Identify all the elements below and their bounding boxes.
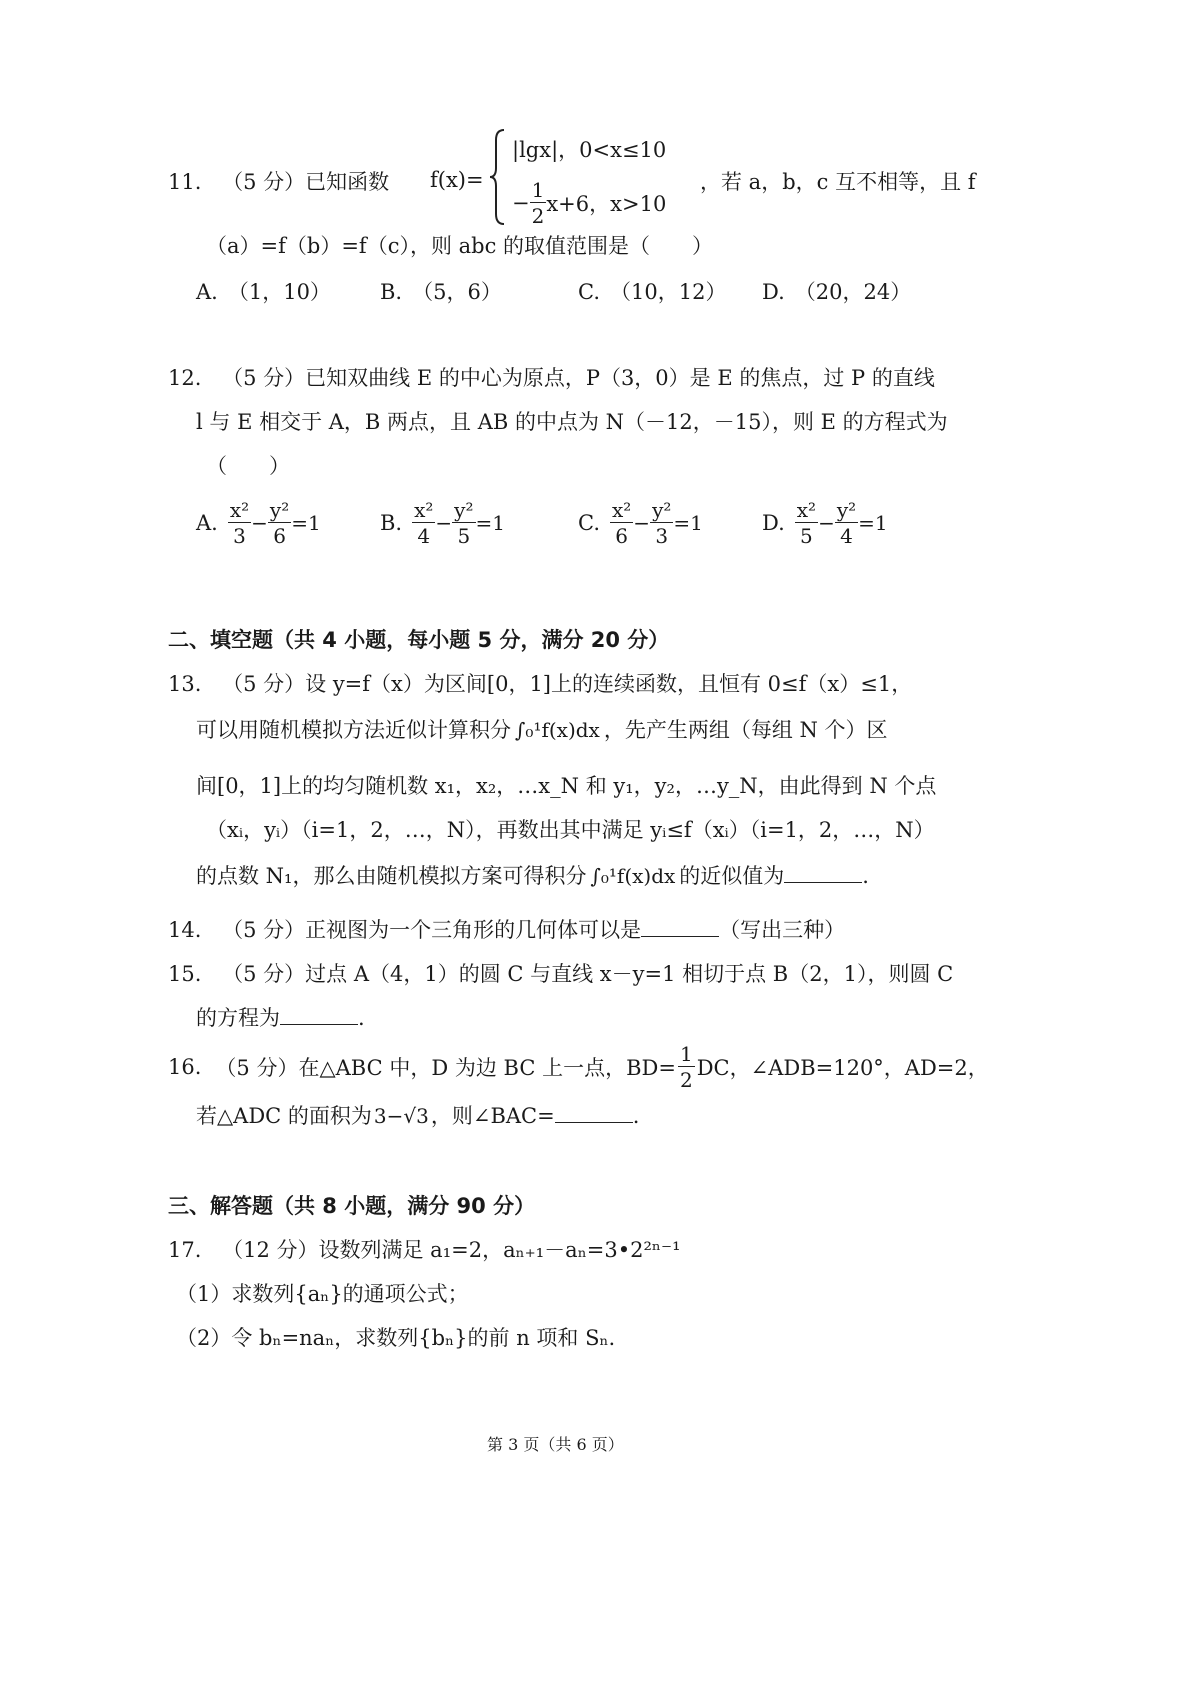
q13-line2-a: 可以用随机模拟方法近似计算积分: [196, 718, 511, 742]
q12-option-d-equation: $\frac{\text{x²}}{5}$ − $\frac{\text{y²}}{4}$ =1: [796, 498, 888, 548]
q13-score: （5 分）: [222, 672, 306, 696]
q13-line5-b: 的近似值为: [679, 864, 785, 888]
q13-line1: [168, 668, 912, 698]
q16-frac-num: 1: [679, 1042, 693, 1066]
q12-option-c-yfrac: [650, 500, 673, 546]
q11-case2-den: 2: [531, 204, 545, 228]
q12-option-b-xnum: x²: [414, 498, 434, 522]
q15-answer-blank[interactable]: [280, 1004, 358, 1025]
q15-score: （5 分）: [222, 962, 306, 986]
q11-case2: [512, 180, 666, 226]
q17-line1: [168, 1234, 681, 1264]
q13-integral-1: ∫₀¹f(x)dx: [515, 718, 600, 742]
q11-number: 11.: [168, 170, 202, 194]
q15-line2-end: .: [358, 1006, 365, 1030]
q12-option-a-letter: A.: [196, 511, 218, 535]
q11-option-a: [196, 276, 331, 306]
q15-line2-a: 的方程为: [196, 1006, 280, 1030]
q13-answer-blank[interactable]: [784, 862, 862, 883]
q15-line1-text: 过点 A（4，1）的圆 C 与直线 x－y=1 相切于点 B（2，1），则圆 C: [305, 962, 954, 986]
q15-number: 15.: [168, 962, 202, 986]
q12-option-d-ynum: y²: [836, 498, 857, 522]
q16-answer-blank[interactable]: [555, 1102, 633, 1123]
q11-option-c-text: （10，12）: [610, 280, 727, 304]
q13-line5-a: 的点数 N₁，那么由随机模拟方案可得积分: [196, 864, 587, 888]
q12-option-c-letter: C.: [578, 511, 600, 535]
q11-case2-minus: −: [512, 191, 530, 215]
page-footer: 第 3 页（共 6 页）: [487, 1435, 624, 1454]
q17-part2: （2）令 bₙ=naₙ，求数列{bₙ}的前 n 项和 Sₙ.: [176, 1326, 616, 1350]
q12-option-c-yden: 3: [655, 524, 669, 548]
q13-line5-end: .: [862, 864, 869, 888]
q12-option-d-yfrac: [835, 500, 858, 546]
q12-option-a-rhs: =1: [291, 511, 321, 535]
q13-line3: 间[0，1]上的均匀随机数 x₁，x₂，…x_N 和 y₁，y₂，…y_N，由此得到 N 个点: [196, 774, 937, 798]
q11-case2-num: 1: [531, 178, 545, 202]
q11-brace-icon: [488, 128, 508, 226]
q12-option-b-equation: $\frac{\text{x²}}{4}$ − $\frac{\text{y²}}{5}$ =1: [414, 498, 505, 548]
q15-line2: [196, 1002, 365, 1032]
q11-option-c-letter: C.: [578, 280, 600, 304]
q13-line5: [196, 860, 869, 890]
q12-option-d: [762, 500, 888, 546]
q13-line1-text: 设 y=f（x）为区间[0，1]上的连续函数，且恒有 0≤f（x）≤1，: [305, 672, 913, 696]
q12-score: （5 分）: [222, 366, 306, 390]
section3-title: 三、解答题（共 8 小题，满分 90 分）: [168, 1194, 536, 1218]
section2-title: 二、填空题（共 4 小题，每小题 5 分，满分 20 分）: [168, 628, 670, 652]
q11-option-b-text: （5，6）: [412, 280, 502, 304]
q11-option-b: [380, 276, 502, 306]
q12-option-d-xden: 5: [800, 524, 813, 548]
q13-number: 13.: [168, 672, 202, 696]
q11-option-b-letter: B.: [380, 280, 403, 304]
q13-line4: （xᵢ，yᵢ）（i=1，2，…，N），再数出其中满足 yᵢ≤f（xᵢ）（i=1，2，…，N）: [206, 818, 935, 842]
q16-line2-b: ，则∠BAC=: [430, 1104, 555, 1128]
q11-option-d-letter: D.: [762, 280, 785, 304]
q16-number: 16.: [168, 1055, 202, 1079]
q11-option-a-letter: A.: [196, 280, 218, 304]
q11-func-name: f(x)=: [430, 168, 484, 192]
q16-line2-end: .: [632, 1104, 640, 1128]
q12-option-a-xden: 3: [233, 524, 246, 548]
q12-option-d-letter: D.: [762, 511, 785, 535]
q12-option-d-xnum: x²: [796, 498, 817, 522]
q12-option-d-xfrac: [795, 500, 818, 546]
q12-option-b-ynum: y²: [454, 498, 474, 522]
q16-area: 3−√3: [373, 1104, 429, 1128]
q12-number: 12.: [168, 366, 202, 390]
q12-line2: l 与 E 相交于 A，B 两点，且 AB 的中点为 N（－12，－15），则 E 的方程式为: [196, 410, 948, 434]
q11-option-c: [578, 276, 726, 306]
q12-option-c-ynum: y²: [652, 498, 672, 522]
q12-option-a-ynum: y²: [269, 498, 290, 522]
q16-line1-a: 在△ABC 中，D 为边 BC 上一点，BD=: [298, 1056, 676, 1080]
q15-line1: [168, 958, 953, 988]
q16-frac-den: 2: [679, 1068, 693, 1092]
q12-option-b-letter: B.: [380, 511, 403, 535]
q12-option-b-yfrac: [452, 500, 475, 546]
q16-line1: [168, 1044, 989, 1090]
q12-option-a: [196, 500, 321, 546]
q12-option-c-rhs: =1: [673, 511, 703, 535]
q11-score: （5 分）: [222, 170, 306, 194]
q11-stem-after: ，若 a，b，c 互不相等，且 f: [700, 170, 976, 194]
q13-line2: [196, 714, 888, 744]
q16-score: （5 分）: [215, 1056, 299, 1080]
q12-option-b-yden: 5: [457, 524, 471, 548]
q14-text-a: 正视图为一个三角形的几何体可以是: [305, 918, 642, 942]
q12-option-c-equation: $\frac{\text{x²}}{6}$ − $\frac{\text{y²}}{3}$ =1: [612, 498, 703, 548]
q12-line1-text: 已知双曲线 E 的中心为原点，P（3，0）是 E 的焦点，过 P 的直线: [305, 366, 935, 390]
q12-option-a-yden: 6: [273, 524, 286, 548]
q17-line1-text: 设数列满足 a₁=2，aₙ₊₁－aₙ=3•2²ⁿ⁻¹: [318, 1238, 681, 1262]
q11-option-d-text: （20，24）: [794, 280, 912, 304]
q12-option-a-yfrac: [268, 500, 291, 546]
q14-line: [168, 914, 845, 944]
q12-option-c-xnum: x²: [612, 498, 632, 522]
q12-line3: （ ）: [206, 454, 290, 478]
q12-option-a-equation: $\frac{\text{x²}}{3}$ − $\frac{\text{y²}}{6}$ =1: [229, 498, 321, 548]
q12-option-b: [380, 500, 505, 546]
q17-number: 17.: [168, 1238, 202, 1262]
q16-line2-a: 若△ADC 的面积为: [196, 1104, 372, 1128]
q11-case2-fraction: [530, 180, 547, 226]
q11-line2: （a）=f（b）=f（c），则 abc 的取值范围是（ ）: [206, 234, 714, 258]
q13-line2-b: ，先产生两组（每组 N 个）区: [603, 718, 888, 742]
q17-score: （12 分）: [222, 1238, 319, 1262]
q16-line2: [196, 1100, 639, 1130]
q12-option-a-xnum: x²: [229, 498, 250, 522]
q12-line1: [168, 362, 935, 392]
q14-score: （5 分）: [222, 918, 306, 942]
q17-part1: （1）求数列{aₙ}的通项公式；: [176, 1282, 469, 1306]
q11-stem-before: 已知函数: [305, 170, 390, 194]
q11-case2-post: x+6，x>10: [546, 192, 667, 216]
q11-line1: [168, 166, 389, 196]
q11-case1: |lgx|，0<x≤10: [512, 138, 667, 162]
q12-option-b-xden: 4: [417, 524, 431, 548]
q12-option-d-rhs: =1: [858, 511, 888, 535]
q14-text-b: （写出三种）: [719, 918, 846, 942]
q12-option-b-xfrac: [412, 500, 435, 546]
q12-option-d-yden: 4: [840, 524, 853, 548]
q13-integral-2: ∫₀¹f(x)dx: [590, 864, 676, 888]
q11-option-d: [762, 276, 911, 306]
q12-option-c-xden: 6: [615, 524, 629, 548]
q12-option-c-xfrac: [610, 500, 633, 546]
q12-option-b-rhs: =1: [475, 511, 505, 535]
q16-bd-fraction: [678, 1044, 695, 1090]
q16-line1-b: DC，∠ADB=120°，AD=2，: [696, 1056, 989, 1080]
q14-number: 14.: [168, 918, 202, 942]
q12-option-c: [578, 500, 703, 546]
q12-option-a-xfrac: [228, 500, 251, 546]
q11-option-a-text: （1，10）: [227, 280, 331, 304]
q14-answer-blank[interactable]: [641, 916, 719, 937]
